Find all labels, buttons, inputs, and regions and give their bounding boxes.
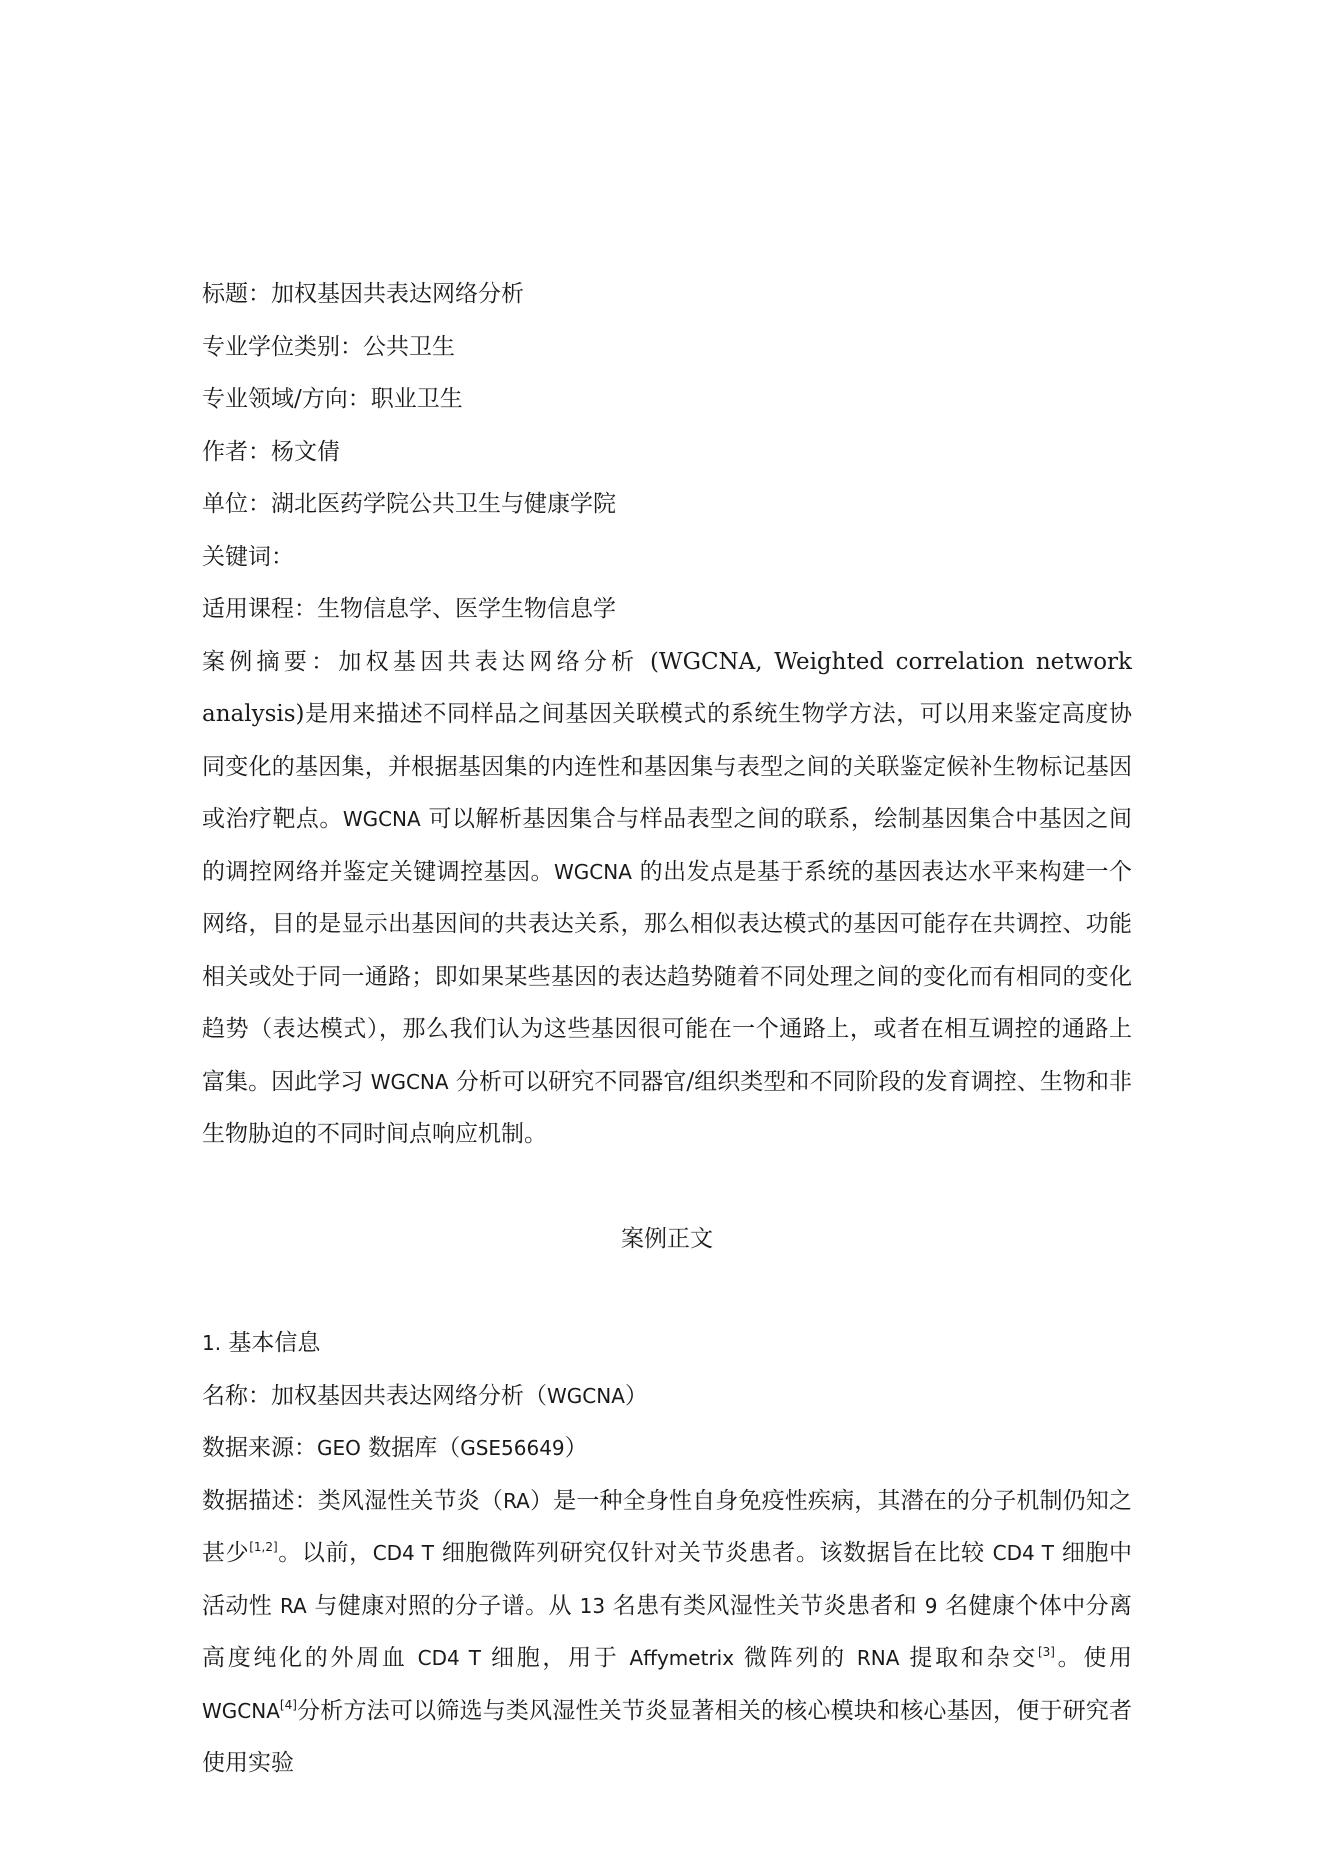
heading-number: 1. [202,1331,222,1355]
name-line [202,1370,1132,1423]
section-title: 案例正文 [621,1225,713,1252]
desc-text: ）是一种全身性自身免疫性疾病，其潜在的分子机制仍知之甚少 [202,1487,1133,1566]
desc-term: Affymetrix [629,1646,735,1670]
abstract-text-4: 分析可以研究不同器官/组织类型和不同阶段的发育调控、生物和非生物胁迫的不同时间点响应机制。 [202,1068,1133,1147]
unit-line: 单位：湖北医药学院公共卫生与健康学院 [202,491,616,517]
source-label: 数据来源： [202,1435,317,1461]
abstract-term-1: WGCNA [342,807,421,831]
citation-ref: [1,2] [249,1540,278,1554]
desc-term: CD4 T [417,1646,481,1670]
desc-text: 。使用 [1054,1645,1133,1671]
description-paragraph [202,1475,1132,1790]
desc-term: RA [503,1488,530,1513]
name-label: 名称：加权基因共表达网络分析（ [202,1382,547,1409]
desc-text: 与健康对照的分子谱。从 [306,1592,580,1619]
title-line: 标题：加权基因共表达网络分析 [202,281,524,307]
source-line [202,1422,1132,1475]
abstract-term-3: WGCNA [370,1069,449,1094]
heading-text: 基本信息 [221,1330,321,1356]
field-line: 专业领域/方向：职业卫生 [202,386,463,412]
citation-ref: [4] [279,1697,297,1712]
abstract-term-2: WGCNA [554,859,632,884]
desc-text: 细胞中活动性 [202,1540,1133,1619]
abstract-text-2: 可以解析基因集合与样品表型之间的联系，绘制基因集合中基因之间的调控网络并鉴定关键调控基因。 [202,806,1133,885]
section-heading-basic [202,1317,1132,1370]
desc-term: RA [279,1593,307,1618]
degree-line: 专业学位类别：公共卫生 [202,333,455,360]
desc-text: 微阵列的 [734,1645,857,1671]
source-id: GSE56649 [460,1436,565,1460]
author-line: 作者：杨文倩 [202,438,340,465]
desc-text: 提取和杂交 [899,1645,1038,1671]
name-close: ） [624,1382,648,1409]
keywords-line: 关键词： [202,543,294,570]
courses-line: 适用课程：生物信息学、医学生物信息学 [202,596,616,622]
desc-text: 分析方法可以筛选与类风湿性关节炎显著相关的核心模块和核心基因，便于研究者使用实验 [202,1697,1132,1776]
citation-ref: [3] [1037,1645,1055,1659]
source-geo: GEO [317,1436,361,1460]
source-close: ） [564,1435,588,1461]
desc-text: 。以前， [277,1540,373,1566]
desc-term: CD4 T [992,1541,1054,1565]
abstract-text-3: 的出发点是基于系统的基因表达水平来构建一个网络，目的是显示出基因间的共表达关系，那么相似表达模式的基因可能存在共调控、功能相关或处于同一通路；即如果某些基因的表达趋势随着不同处理之间的变化而有相同的变化趋势（表达模式），那么我们认为这些基因很可能在一个通路上，或者在相互调控的通路上富集。因此学习 [202,858,1132,1095]
desc-term: RNA [856,1646,900,1670]
desc-number: 13 [579,1593,606,1618]
desc-text: 名患有类风湿性关节炎患者和 [605,1592,925,1619]
desc-text: 细胞微阵列研究仅针对关节炎患者。该数据旨在比较 [433,1540,993,1566]
desc-text: 名健康个体中分离高度纯化的外周血 [202,1592,1133,1671]
document-page [202,268,1132,1790]
desc-number: 9 [924,1593,938,1618]
source-mid: 数据库（ [360,1435,461,1461]
desc-term: CD4 T [372,1541,434,1565]
desc-text: 细胞，用于 [480,1645,630,1671]
abstract-paragraph [202,636,1132,1161]
desc-term: WGCNA [202,1698,280,1723]
name-abbr: WGCNA [547,1383,625,1408]
desc-text: 数据描述：类风湿性关节炎（ [202,1487,504,1514]
abstract-text-1: 案例摘要：加权基因共表达网络分析 (WGCNA, Weighted correlation network analysis)是用来描述不同样品之间基因关联模式的系统生物学方法，可以用来鉴定高度协同变化的基因集，并根据基因集的内连性和基因集与表型之间的关联鉴定候补生物标记基因或治疗靶点。 [202,648,1132,832]
